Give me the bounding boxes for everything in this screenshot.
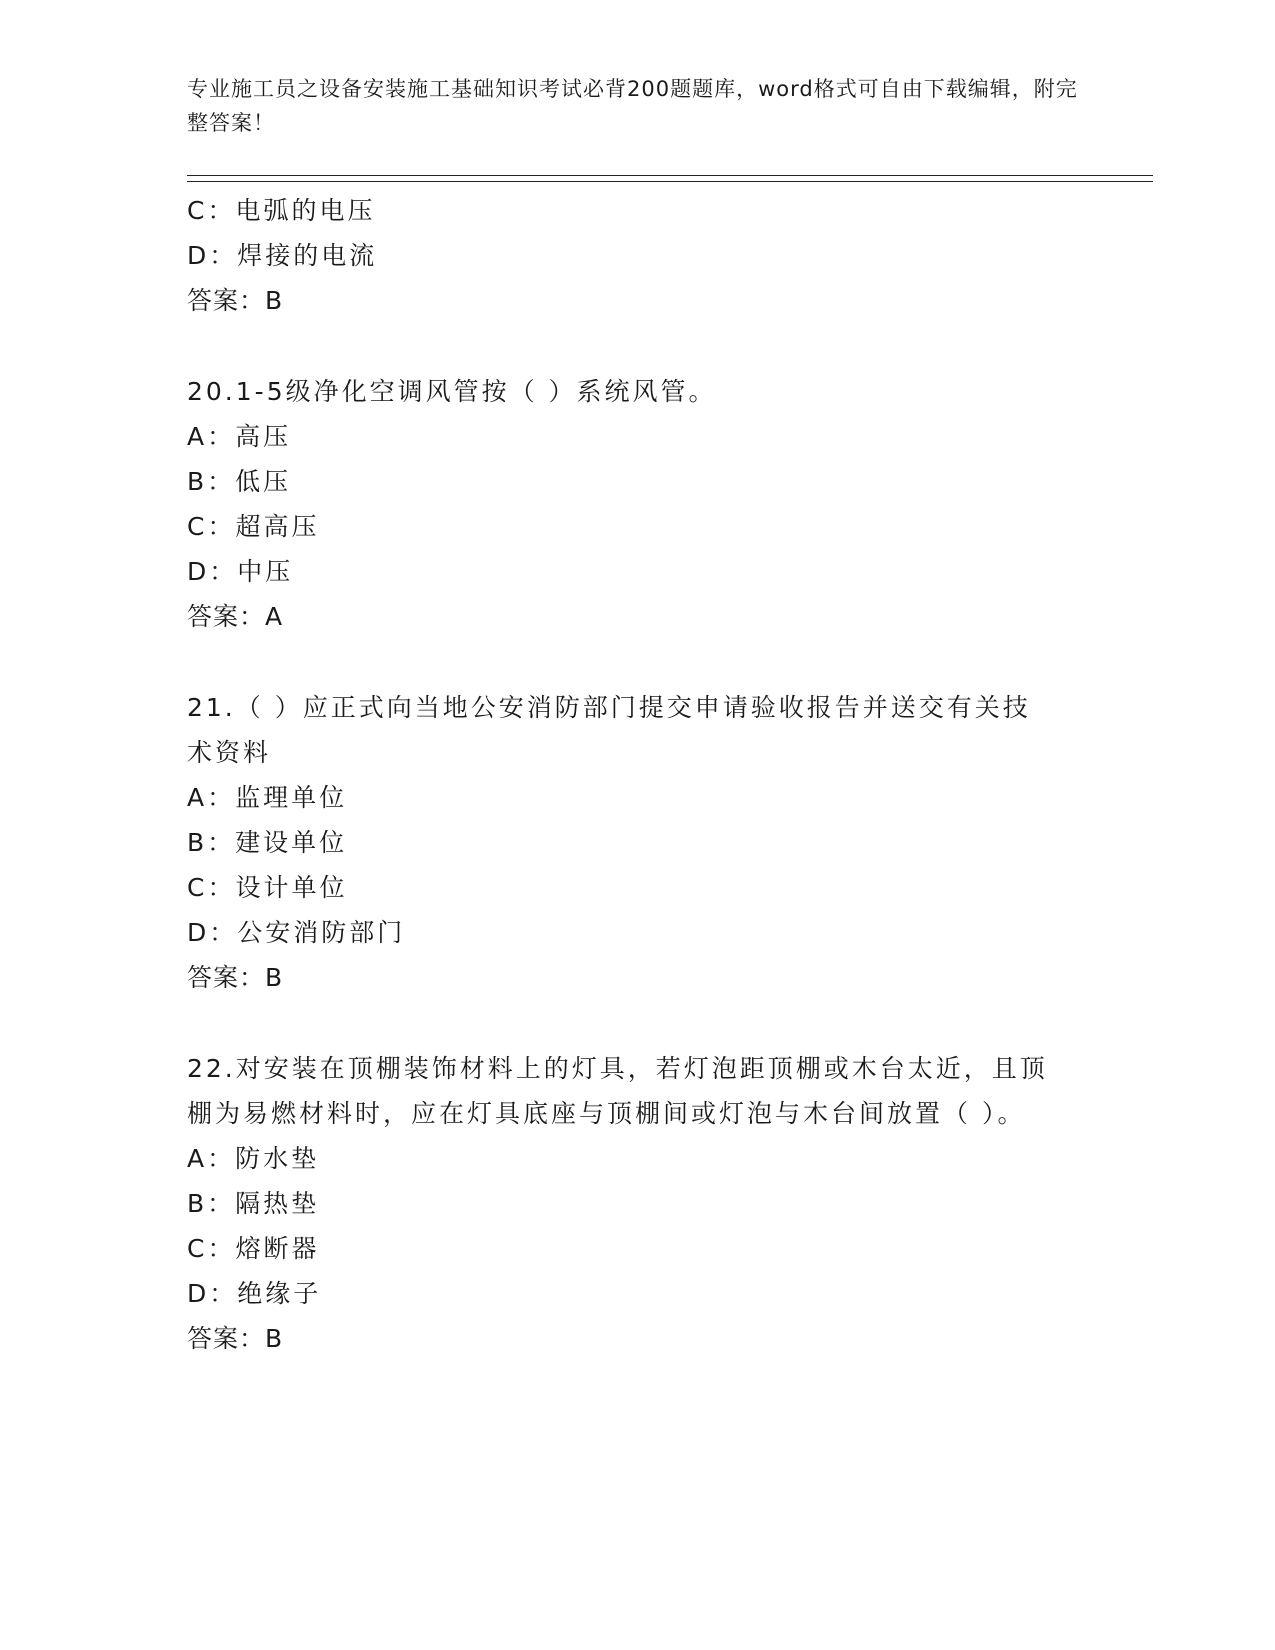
answer-line: 答案：B [187,286,284,315]
option-d: D：绝缘子 [187,1279,322,1308]
answer-value: B [265,1324,284,1353]
option-b: B：隔热垫 [187,1189,320,1218]
question-20 [187,369,1087,640]
spacer [187,324,1087,369]
continued-question [187,188,1087,324]
option-a: A：防水垫 [187,1144,320,1173]
option-c: C：超高压 [187,512,320,541]
document-header [187,72,1087,140]
option-c: C：电弧的电压 [187,196,376,225]
header-rule-bottom [187,181,1153,182]
question-number: 20. [187,377,236,406]
spacer [187,640,1087,685]
header-text: 专业施工员之设备安装施工基础知识考试必背200题题库，word格式可自由下载编辑，附完整答案！ [187,77,1078,135]
answer-value: B [265,286,284,315]
option-d: D：中压 [187,557,294,586]
option-b: B：低压 [187,467,292,496]
answer-value: B [265,963,284,992]
spacer [187,1001,1087,1046]
answer-line: 答案：B [187,963,284,992]
option-d: D：焊接的电流 [187,241,378,270]
answer-line: 答案：A [187,602,284,631]
answer-line: 答案：B [187,1324,284,1353]
option-b: B：建设单位 [187,828,348,857]
option-a: A：监理单位 [187,783,348,812]
question-text: 20.1-5级净化空调风管按（ ）系统风管。 [187,377,717,406]
answer-value: A [265,602,284,631]
question-22 [187,1046,1087,1362]
option-a: A：高压 [187,422,292,451]
option-c: C：设计单位 [187,873,348,902]
question-text: 21.（ ）应正式向当地公安消防部门提交申请验收报告并送交有关技术资料 [187,693,1031,767]
option-d: D：公安消防部门 [187,918,406,947]
question-text: 22.对安装在顶棚装饰材料上的灯具，若灯泡距顶棚或木台太近，且顶棚为易燃材料时，应在灯具底座与顶棚间或灯泡与木台间放置（ ）。 [187,1054,1048,1128]
document-body [187,188,1087,1362]
question-21 [187,685,1087,1001]
question-number: 21. [187,693,236,722]
header-rule-top [187,175,1153,176]
option-c: C：熔断器 [187,1234,320,1263]
question-number: 22. [187,1054,236,1083]
